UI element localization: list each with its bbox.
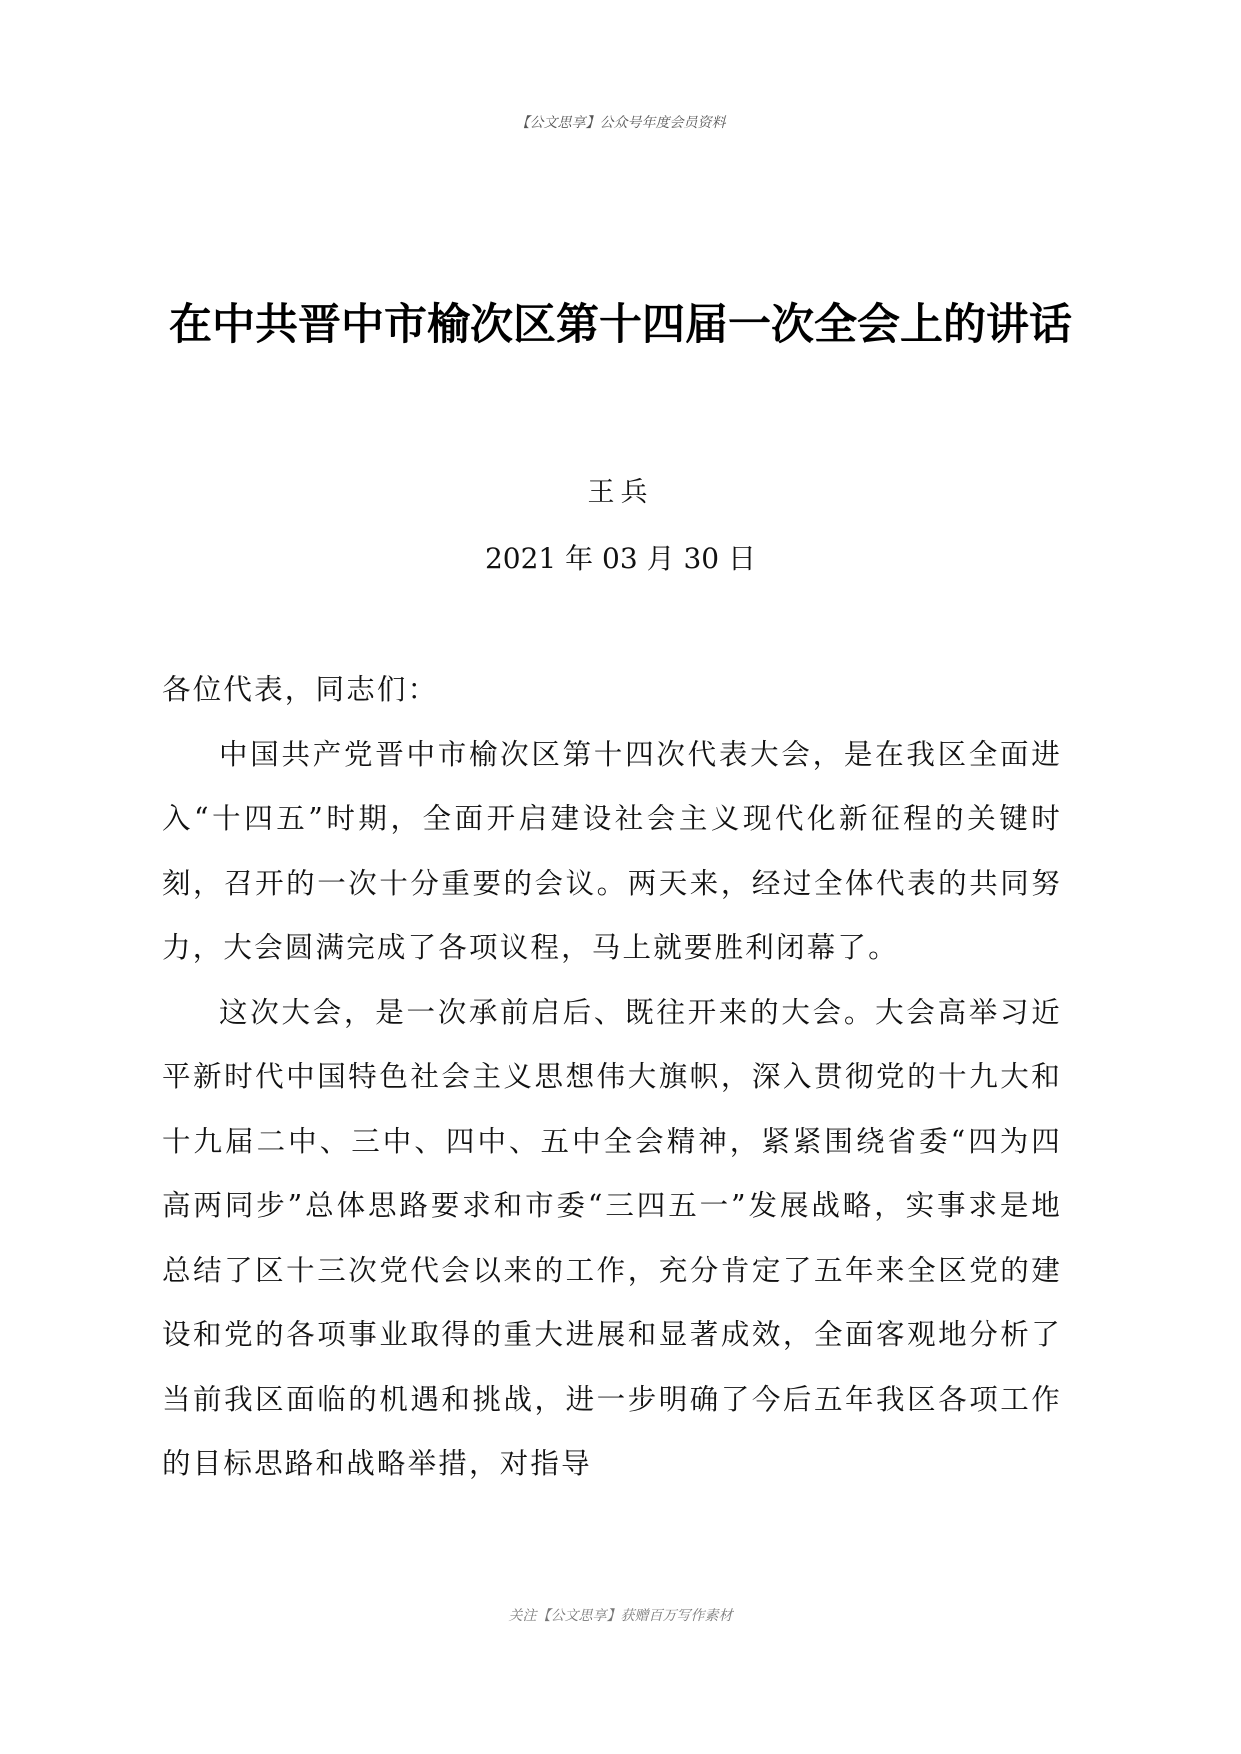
document-author: 王兵 [587,477,654,508]
document-title: 在中共晋中市榆次区第十四届一次全会上的讲话 [169,300,1072,350]
paragraph-2: 这次大会，是一次承前启后、既往开来的大会。大会高举习近平新时代中国特色社会主义思想伟大旗帜，深入贯彻党的十九大和十九届二中、三中、四中、五中全会精神，紧紧围绕省委“四为四高两同步”总体思路要求和市委“三四五一”发展战略，实事求是地总结了区十三次党代会以来的工作，充分肯定了五年来全区党的建设和党的各项事业取得的重大进展和显著成效，全面客观地分析了当前我区面临的机遇和挑战，进一步明确了今后五年我区各项工作的目标思路和战略举措，对指导 [162,995,1062,1480]
salutation: 各位代表，同志们： [162,673,439,706]
page-footer: 关注【公文思享】获赠百万写作素材 [508,1608,733,1624]
paragraph-1: 中国共产党晋中市榆次区第十四次代表大会，是在我区全面进入“十四五”时期，全面开启建设社会主义现代化新征程的关键时刻，召开的一次十分重要的会议。两天来，经过全体代表的共同努力，大会圆满完成了各项议程，马上就要胜利闭幕了。 [162,737,1062,964]
page-header: 【公文思享】公众号年度会员资料 [515,115,726,131]
document-date: 2021 年 03 月 30 日 [484,542,757,575]
document-body [162,658,1062,1497]
